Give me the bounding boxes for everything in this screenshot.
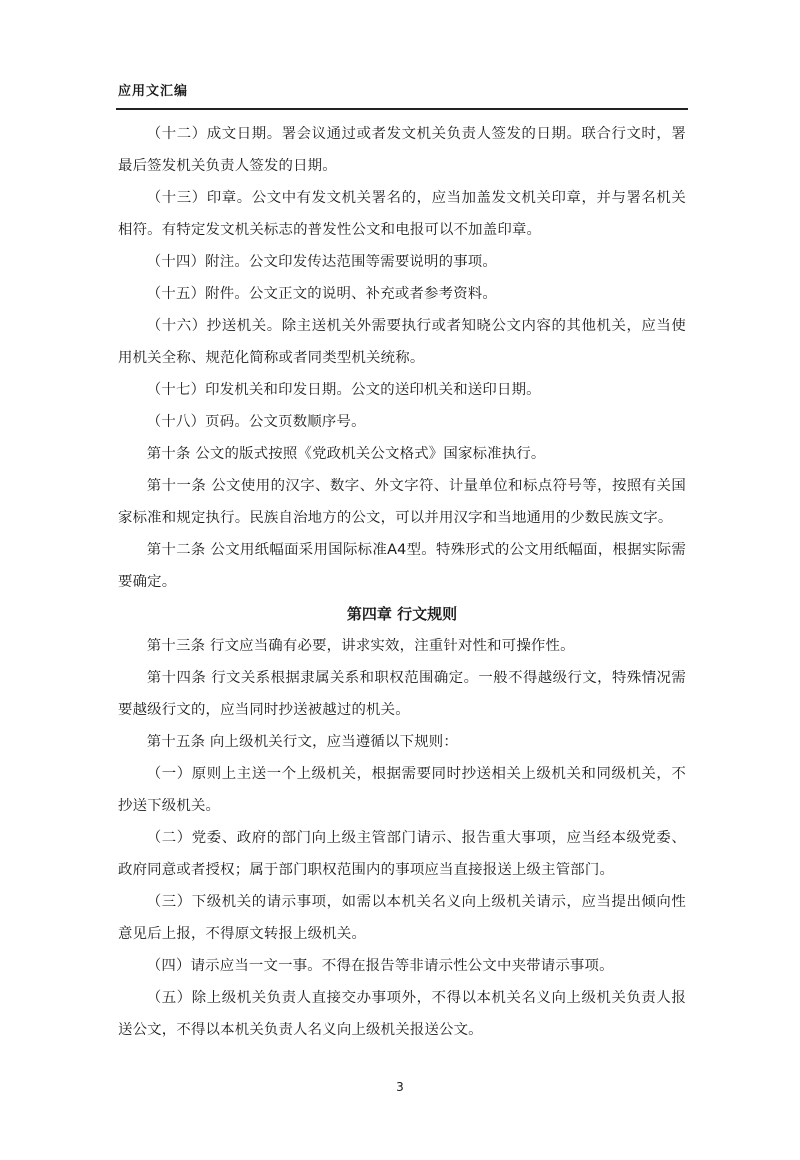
running-header: 应用文汇编 (118, 84, 189, 99)
header-rule (116, 108, 688, 110)
paragraph: （四）请示应当一文一事。不得在报告等非请示性公文中夹带请示事项。 (146, 958, 614, 974)
paragraph: （二）党委、政府的部门向上级主管部门请示、报告重大事项，应当经本级党委、政府同意或者授权；属于部门职权范围内的事项应当直接报送上级主管部门。 (118, 830, 686, 878)
paragraph: 第十五条 向上级机关行文，应当遵循以下规则： (146, 734, 458, 750)
paragraph: （十七）印发机关和印发日期。公文的送印机关和送印日期。 (146, 382, 541, 398)
paragraph: 第十一条 公文使用的汉字、数字、外文字符、计量单位和标点符号等，按照有关国家标准和规定执行。民族自治地方的公文，可以并用汉字和当地通用的少数民族文字。 (118, 478, 686, 526)
paragraph: （十五）附件。公文正文的说明、补充或者参考资料。 (146, 286, 497, 302)
paragraph: （十三）印章。公文中有发文机关署名的，应当加盖发文机关印章，并与署名机关相符。有特定发文机关标志的普发性公文和电报可以不加盖印章。 (118, 190, 686, 238)
paragraph: 第十条 公文的版式按照《党政机关公文格式》国家标准执行。 (146, 446, 546, 462)
paragraph: （十八）页码。公文页数顺序号。 (146, 414, 366, 430)
paragraph: （十二）成文日期。署会议通过或者发文机关负责人签发的日期。联合行文时，署最后签发机关负责人签发的日期。 (118, 126, 686, 174)
page-number: 3 (396, 1080, 404, 1094)
paragraph: （五）除上级机关负责人直接交办事项外，不得以本机关名义向上级机关负责人报送公文，不得以本机关负责人名义向上级机关报送公文。 (118, 990, 686, 1038)
paragraph: （一）原则上主送一个上级机关，根据需要同时抄送相关上级机关和同级机关，不抄送下级机关。 (118, 766, 686, 814)
body-text (118, 118, 686, 1046)
paragraph: 第十二条 公文用纸幅面采用国际标准A4型。特殊形式的公文用纸幅面，根据实际需要确定。 (118, 542, 686, 590)
paragraph: （十六）抄送机关。除主送机关外需要执行或者知晓公文内容的其他机关，应当使用机关全称、规范化简称或者同类型机关统称。 (118, 318, 686, 366)
paragraph: 第十三条 行文应当确有必要，讲求实效，注重针对性和可操作性。 (146, 638, 575, 654)
chapter-heading: 第四章 行文规则 (346, 605, 458, 623)
paragraph: （十四）附注。公文印发传达范围等需要说明的事项。 (146, 254, 497, 270)
paragraph: （三）下级机关的请示事项，如需以本机关名义向上级机关请示，应当提出倾向性意见后上报，不得原文转报上级机关。 (118, 894, 686, 942)
paragraph: 第十四条 行文关系根据隶属关系和职权范围确定。一般不得越级行文，特殊情况需要越级行文的，应当同时抄送被越过的机关。 (118, 670, 686, 718)
